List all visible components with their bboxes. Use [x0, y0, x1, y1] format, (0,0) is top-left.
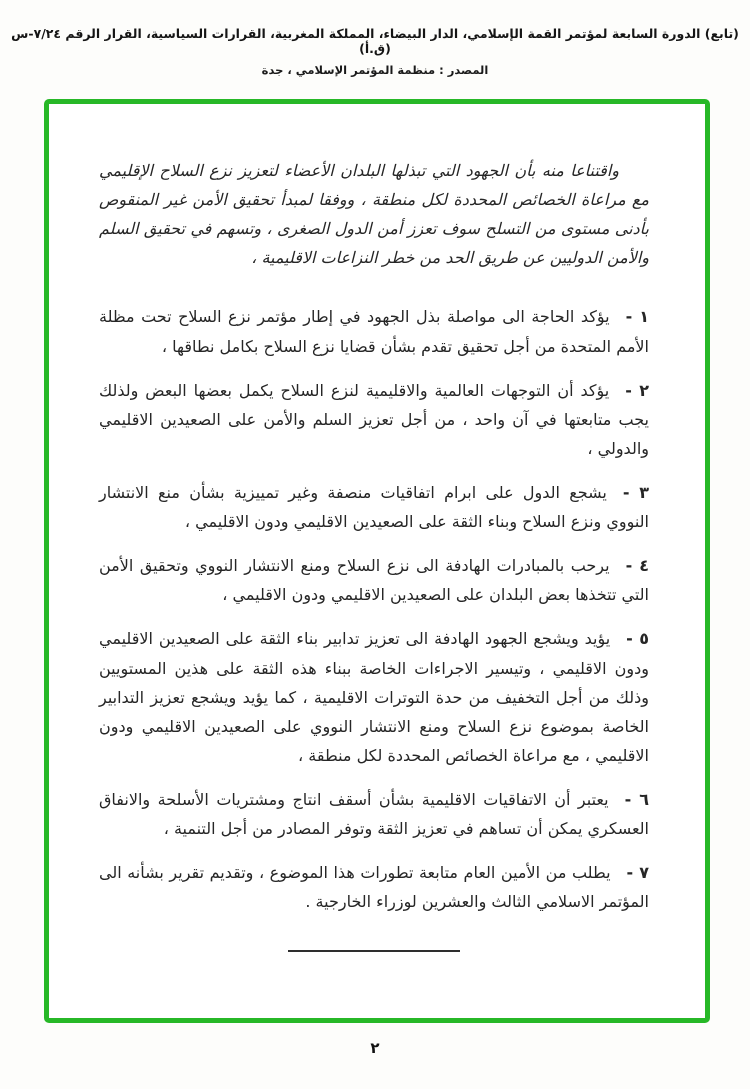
resolution-item-6 [99, 785, 649, 843]
resolution-body [49, 104, 705, 952]
item-number: ٤ - [625, 556, 649, 576]
item-text: يؤكد الحاجة الى مواصلة بذل الجهود في إطار مؤتمر نزع السلاح تحت مظلة الأمم المتحدة من أجل تحقيق تقدم بشأن قضايا نزع السلاح بكامل نطاقها ، [99, 307, 649, 356]
item-number: ١ - [625, 307, 649, 327]
resolution-item-5 [99, 624, 649, 770]
item-text: يؤيد ويشجع الجهود الهادفة الى تعزيز تدابير بناء الثقة على الصعيدين الاقليمي ودون الاقليمي ، وتيسير الاجراءات الخاصة ببناء هذه الثقة على هذين المستويين وذلك من أجل التخفيف من حدة التوترات الاقليمية ، كما يؤيد ويشجع تعزيز التدابير الخاصة بموضوع نزع السلاح ومنع الانتشار النووي على الصعيدين الاقليمي ودون الاقليمي ، مع مراعاة الخصائص المحددة لكل منطقة ، [99, 629, 649, 765]
signature-line [288, 950, 460, 952]
resolution-item-3 [99, 478, 649, 536]
document-header-title: (تابع) الدورة السابعة لمؤتمر القمة الإسلامي، الدار البيضاء، المملكة المغربية، القرارات السياسية، القرار الرقم ٧/٢٤-س (ق.أ) [11, 26, 739, 56]
item-text: يطلب من الأمين العام متابعة تطورات هذا الموضوع ، وتقديم تقرير بشأنه الى المؤتمر الاسلامي الثالث والعشرين لوزراء الخارجية . [99, 863, 649, 912]
resolution-item-7 [99, 858, 649, 916]
item-text: يشجع الدول على ابرام اتفاقيات منصفة وغير تمييزية بشأن منع الانتشار النووي ونزع السلاح وبناء الثقة على الصعيدين الاقليمي ودون الاقليمي ، [99, 482, 649, 532]
item-text: يؤكد أن التوجهات العالمية والاقليمية لنزع السلاح يكمل بعضها البعض ولذلك يجب متابعتها في آن واحد ، من أجل تعزيز السلم والأمن على الصعيدين الاقليمي والدولي ، [99, 380, 649, 458]
item-number: ٧ - [626, 863, 649, 883]
item-text: يعتبر أن الاتفاقيات الاقليمية بشأن أسقف انتاج ومشتريات الأسلحة والانفاق العسكري يمكن أن تساهم في تعزيز الثقة وتوفر المصادر من أجل التنمية ، [99, 789, 649, 839]
document-header [0, 26, 750, 77]
preamble-paragraph: واقتناعا منه بأن الجهود التي تبذلها البلدان الأعضاء لتعزيز نزع السلاح الإقليمي مع مراعاة الخصائص المحددة لكل منطقة ، ووفقا لمبدأ تحقيق الأمن غير المنقوص بأدنى مستوى من التسلح سوف تعزز أمن الدول الصغرى ، وتسهم في تحقيق السلم والأمن الدوليين عن طريق الحد من خطر النزاعات الاقليمية ، [99, 161, 649, 268]
resolution-item-4 [99, 551, 649, 609]
item-number: ٦ - [624, 789, 649, 809]
item-number: ٣ - [622, 482, 649, 502]
item-number: ٢ - [625, 380, 649, 400]
item-number: ٥ - [626, 629, 649, 649]
page-number: ٢ [370, 1039, 380, 1057]
resolution-item-2 [99, 376, 649, 463]
resolution-item-1 [99, 302, 649, 360]
scan-highlight-frame [44, 99, 710, 1023]
document-header-source: المصدر : منظمة المؤتمر الإسلامي ، جدة [261, 63, 489, 77]
item-text: يرحب بالمبادرات الهادفة الى نزع السلاح ومنع الانتشار النووي وتحقيق الأمن التي تتخذها بعض البلدان على الصعيدين الاقليمي ودون الاقليمي ، [99, 556, 649, 605]
